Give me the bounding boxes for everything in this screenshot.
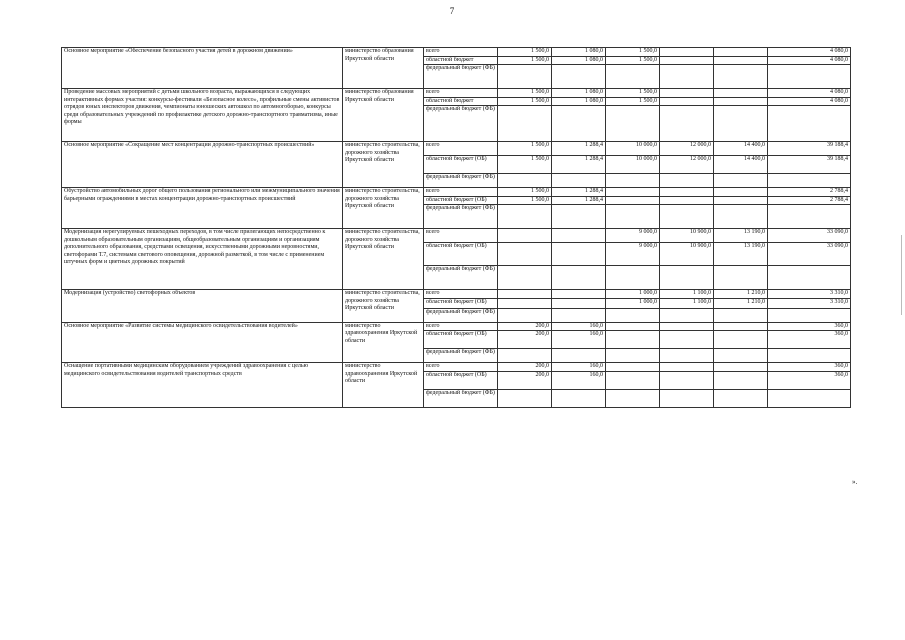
executor-cell: министерство строительства, дорожного хозяйства Иркутской области	[343, 290, 424, 323]
activity-name-cell: Обустройство автомобильных дорог общего пользования регионального или межмуниципального значения барьерными ограждениями в местах концентрации дорожно-транспортных происшествий	[62, 188, 343, 229]
amount-cell: 1 100,0	[660, 298, 714, 308]
amount-cell	[660, 56, 714, 65]
amount-cell	[714, 188, 768, 197]
amount-cell	[606, 174, 660, 188]
funding-source-cell: областной бюджет (ОБ)	[424, 331, 498, 349]
amount-cell	[606, 349, 660, 363]
table-row	[62, 229, 851, 243]
amount-cell: 1 080,0	[552, 89, 606, 98]
amount-cell	[498, 349, 552, 363]
amount-cell	[660, 205, 714, 229]
total-amount-cell: 33 090,0	[768, 229, 851, 243]
amount-cell	[660, 188, 714, 197]
funding-source-cell: федеральный бюджет (ФБ)	[424, 389, 498, 407]
funding-source-cell: областной бюджет (ОБ)	[424, 156, 498, 174]
total-amount-cell	[768, 174, 851, 188]
amount-cell	[714, 363, 768, 372]
total-amount-cell: 3 310,0	[768, 298, 851, 308]
amount-cell: 1 210,0	[714, 290, 768, 299]
amount-cell: 13 190,0	[714, 229, 768, 243]
amount-cell	[498, 308, 552, 322]
amount-cell	[714, 106, 768, 142]
amount-cell	[714, 174, 768, 188]
amount-cell	[714, 196, 768, 205]
amount-cell: 1 500,0	[498, 48, 552, 57]
executor-cell: министерство здравоохранения Иркутской области	[343, 322, 424, 363]
amount-cell	[714, 349, 768, 363]
amount-cell	[660, 331, 714, 349]
amount-cell: 12 000,0	[660, 156, 714, 174]
funding-source-cell: всего	[424, 48, 498, 57]
amount-cell	[660, 89, 714, 98]
amount-cell	[714, 371, 768, 389]
amount-cell	[606, 331, 660, 349]
amount-cell: 13 190,0	[714, 243, 768, 266]
amount-cell: 14 400,0	[714, 156, 768, 174]
amount-cell	[606, 106, 660, 142]
amount-cell: 1 000,0	[606, 290, 660, 299]
amount-cell	[606, 308, 660, 322]
funding-source-cell: областной бюджет (ОБ)	[424, 371, 498, 389]
funding-source-cell: областной бюджет (ОБ)	[424, 196, 498, 205]
amount-cell: 1 288,4	[552, 156, 606, 174]
amount-cell: 1 210,0	[714, 298, 768, 308]
amount-cell	[714, 65, 768, 89]
amount-cell: 160,0	[552, 322, 606, 331]
amount-cell	[660, 48, 714, 57]
amount-cell: 12 000,0	[660, 142, 714, 156]
amount-cell	[606, 65, 660, 89]
amount-cell: 1 500,0	[606, 48, 660, 57]
amount-cell: 160,0	[552, 363, 606, 372]
funding-source-cell: федеральный бюджет (ФБ)	[424, 106, 498, 142]
total-amount-cell	[768, 205, 851, 229]
funding-source-cell: областной бюджет	[424, 56, 498, 65]
amount-cell: 14 400,0	[714, 142, 768, 156]
table-row	[62, 48, 851, 57]
total-amount-cell	[768, 65, 851, 89]
amount-cell	[552, 174, 606, 188]
amount-cell	[606, 389, 660, 407]
amount-cell: 1 500,0	[498, 89, 552, 98]
amount-cell	[660, 308, 714, 322]
total-amount-cell: 360,0	[768, 363, 851, 372]
amount-cell: 1 500,0	[606, 97, 660, 106]
amount-cell	[606, 188, 660, 197]
amount-cell	[498, 290, 552, 299]
funding-source-cell: всего	[424, 89, 498, 98]
amount-cell	[660, 174, 714, 188]
amount-cell	[498, 229, 552, 243]
amount-cell	[552, 389, 606, 407]
activity-name-cell: Проведение массовых мероприятий с детьми школьного возраста, выражающихся в следующих интерактивных формах участия: конкурсы-фестивали «Безопасное колесо», профильные смены активистов отрядов юных инспекторов движения, чемпионаты юношеских автошкол по автомногоборью, конкурсы среди образовательных учреждений по профилактике детского дорожно-транспортного травматизма, иные формы	[62, 89, 343, 142]
amount-cell	[498, 106, 552, 142]
amount-cell	[498, 298, 552, 308]
amount-cell: 200,0	[498, 322, 552, 331]
total-amount-cell: 2 788,4	[768, 196, 851, 205]
amount-cell	[498, 243, 552, 266]
amount-cell	[660, 266, 714, 290]
executor-cell: министерство строительства, дорожного хозяйства Иркутской области	[343, 229, 424, 290]
funding-source-cell: федеральный бюджет (ФБ)	[424, 349, 498, 363]
funding-source-cell: всего	[424, 188, 498, 197]
amount-cell	[552, 229, 606, 243]
funding-source-cell: всего	[424, 290, 498, 299]
amount-cell	[714, 266, 768, 290]
amount-cell	[714, 89, 768, 98]
total-amount-cell: 4 080,0	[768, 48, 851, 57]
amount-cell: 160,0	[552, 331, 606, 349]
amount-cell: 9 000,0	[606, 243, 660, 266]
amount-cell: 1 288,4	[552, 196, 606, 205]
amount-cell	[552, 243, 606, 266]
total-amount-cell	[768, 266, 851, 290]
amount-cell: 200,0	[498, 371, 552, 389]
executor-cell: министерство образования Иркутской области	[343, 48, 424, 89]
activity-name-cell: Основное мероприятие «Сокращение мест концентрации дорожно-транспортных происшествий»	[62, 142, 343, 188]
amount-cell	[552, 290, 606, 299]
total-amount-cell: 4 080,0	[768, 56, 851, 65]
amount-cell	[498, 389, 552, 407]
amount-cell: 1 080,0	[552, 97, 606, 106]
funding-source-cell: всего	[424, 322, 498, 331]
amount-cell	[714, 97, 768, 106]
amount-cell: 1 080,0	[552, 48, 606, 57]
amount-cell	[606, 371, 660, 389]
amount-cell	[714, 331, 768, 349]
table-row	[62, 363, 851, 372]
funding-source-cell: федеральный бюджет (ФБ)	[424, 266, 498, 290]
amount-cell	[498, 65, 552, 89]
amount-cell	[714, 308, 768, 322]
amount-cell: 1 500,0	[498, 142, 552, 156]
amount-cell: 1 288,4	[552, 188, 606, 197]
amount-cell: 1 500,0	[606, 89, 660, 98]
funding-source-cell: областной бюджет (ОБ)	[424, 243, 498, 266]
table-row	[62, 89, 851, 98]
amount-cell	[714, 389, 768, 407]
activity-name-cell: Основное мероприятие «Развитие системы медицинского освидетельствования водителей»	[62, 322, 343, 363]
funding-source-cell: всего	[424, 363, 498, 372]
activity-name-cell: Оснащение портативными медицинским оборудованием учреждений здравоохранения с целью медицинского освидетельствования водителей транспортных средств	[62, 363, 343, 408]
total-amount-cell	[768, 308, 851, 322]
amount-cell	[660, 322, 714, 331]
executor-cell: министерство строительства, дорожного хозяйства Иркутской области	[343, 142, 424, 188]
amount-cell	[660, 97, 714, 106]
amount-cell: 160,0	[552, 371, 606, 389]
amount-cell	[660, 389, 714, 407]
total-amount-cell	[768, 389, 851, 407]
table-row	[62, 142, 851, 156]
executor-cell: министерство здравоохранения Иркутской области	[343, 363, 424, 408]
amount-cell	[552, 106, 606, 142]
amount-cell	[498, 205, 552, 229]
amount-cell: 9 000,0	[606, 229, 660, 243]
page-number: 7	[449, 6, 455, 16]
total-amount-cell: 3 310,0	[768, 290, 851, 299]
amount-cell	[606, 196, 660, 205]
table-row	[62, 322, 851, 331]
funding-source-cell: федеральный бюджет (ФБ)	[424, 205, 498, 229]
amount-cell	[498, 266, 552, 290]
amount-cell	[660, 196, 714, 205]
amount-cell: 1 000,0	[606, 298, 660, 308]
amount-cell: 10 000,0	[606, 156, 660, 174]
amount-cell	[714, 56, 768, 65]
amount-cell	[552, 205, 606, 229]
total-amount-cell: 360,0	[768, 331, 851, 349]
total-amount-cell: 33 090,0	[768, 243, 851, 266]
funding-source-cell: областной бюджет	[424, 97, 498, 106]
amount-cell	[714, 205, 768, 229]
amount-cell	[552, 266, 606, 290]
amount-cell: 10 000,0	[606, 142, 660, 156]
funding-source-cell: всего	[424, 142, 498, 156]
amount-cell	[552, 308, 606, 322]
amount-cell	[660, 371, 714, 389]
total-amount-cell: 4 080,0	[768, 97, 851, 106]
amount-cell: 1 288,4	[552, 142, 606, 156]
funding-source-cell: федеральный бюджет (ФБ)	[424, 65, 498, 89]
total-amount-cell: 360,0	[768, 322, 851, 331]
amount-cell	[606, 322, 660, 331]
amount-cell: 10 900,0	[660, 229, 714, 243]
funding-source-cell: всего	[424, 229, 498, 243]
funding-table	[61, 47, 851, 408]
funding-source-cell: федеральный бюджет (ФБ)	[424, 174, 498, 188]
amount-cell: 1 100,0	[660, 290, 714, 299]
amount-cell	[552, 349, 606, 363]
amount-cell: 1 500,0	[498, 156, 552, 174]
activity-name-cell: Модернизация нерегулируемых пешеходных переходов, в том числе прилегающих непосредственно к дошкольным образовательным организациям, общеобразовательным организациям и организациям дополнительного образования, средствами освещения, искусственными дорожными неровностями, светофорами Т.7, системами светового оповещения, дорожной разметкой, в том числе с применением штучных форм и цветных дорожных покрытий	[62, 229, 343, 290]
amount-cell: 10 900,0	[660, 243, 714, 266]
amount-cell	[660, 106, 714, 142]
table-body	[62, 48, 851, 408]
amount-cell	[660, 65, 714, 89]
page-edge-line	[901, 235, 902, 315]
amount-cell	[714, 48, 768, 57]
amount-cell	[660, 349, 714, 363]
closing-quote-mark: ».	[852, 478, 858, 486]
amount-cell	[552, 298, 606, 308]
amount-cell	[552, 65, 606, 89]
amount-cell	[714, 322, 768, 331]
funding-source-cell: федеральный бюджет (ФБ)	[424, 308, 498, 322]
table-row	[62, 188, 851, 197]
activity-name-cell: Модернизация (устройство) светофорных объектов	[62, 290, 343, 323]
activity-name-cell: Основное мероприятие «Обеспечение безопасного участия детей в дорожном движении»	[62, 48, 343, 89]
executor-cell: министерство образования Иркутской области	[343, 89, 424, 142]
amount-cell: 200,0	[498, 331, 552, 349]
amount-cell: 1 500,0	[498, 97, 552, 106]
total-amount-cell	[768, 106, 851, 142]
executor-cell: министерство строительства, дорожного хозяйства Иркутской области	[343, 188, 424, 229]
total-amount-cell: 360,0	[768, 371, 851, 389]
total-amount-cell: 39 188,4	[768, 142, 851, 156]
amount-cell	[660, 363, 714, 372]
amount-cell: 1 500,0	[498, 196, 552, 205]
amount-cell: 1 500,0	[606, 56, 660, 65]
total-amount-cell: 4 080,0	[768, 89, 851, 98]
amount-cell: 200,0	[498, 363, 552, 372]
total-amount-cell: 2 788,4	[768, 188, 851, 197]
table-row	[62, 290, 851, 299]
amount-cell: 1 500,0	[498, 56, 552, 65]
amount-cell	[606, 363, 660, 372]
amount-cell	[606, 205, 660, 229]
funding-source-cell: областной бюджет (ОБ)	[424, 298, 498, 308]
total-amount-cell	[768, 349, 851, 363]
amount-cell	[606, 266, 660, 290]
amount-cell	[498, 174, 552, 188]
total-amount-cell: 39 188,4	[768, 156, 851, 174]
amount-cell: 1 500,0	[498, 188, 552, 197]
amount-cell: 1 080,0	[552, 56, 606, 65]
